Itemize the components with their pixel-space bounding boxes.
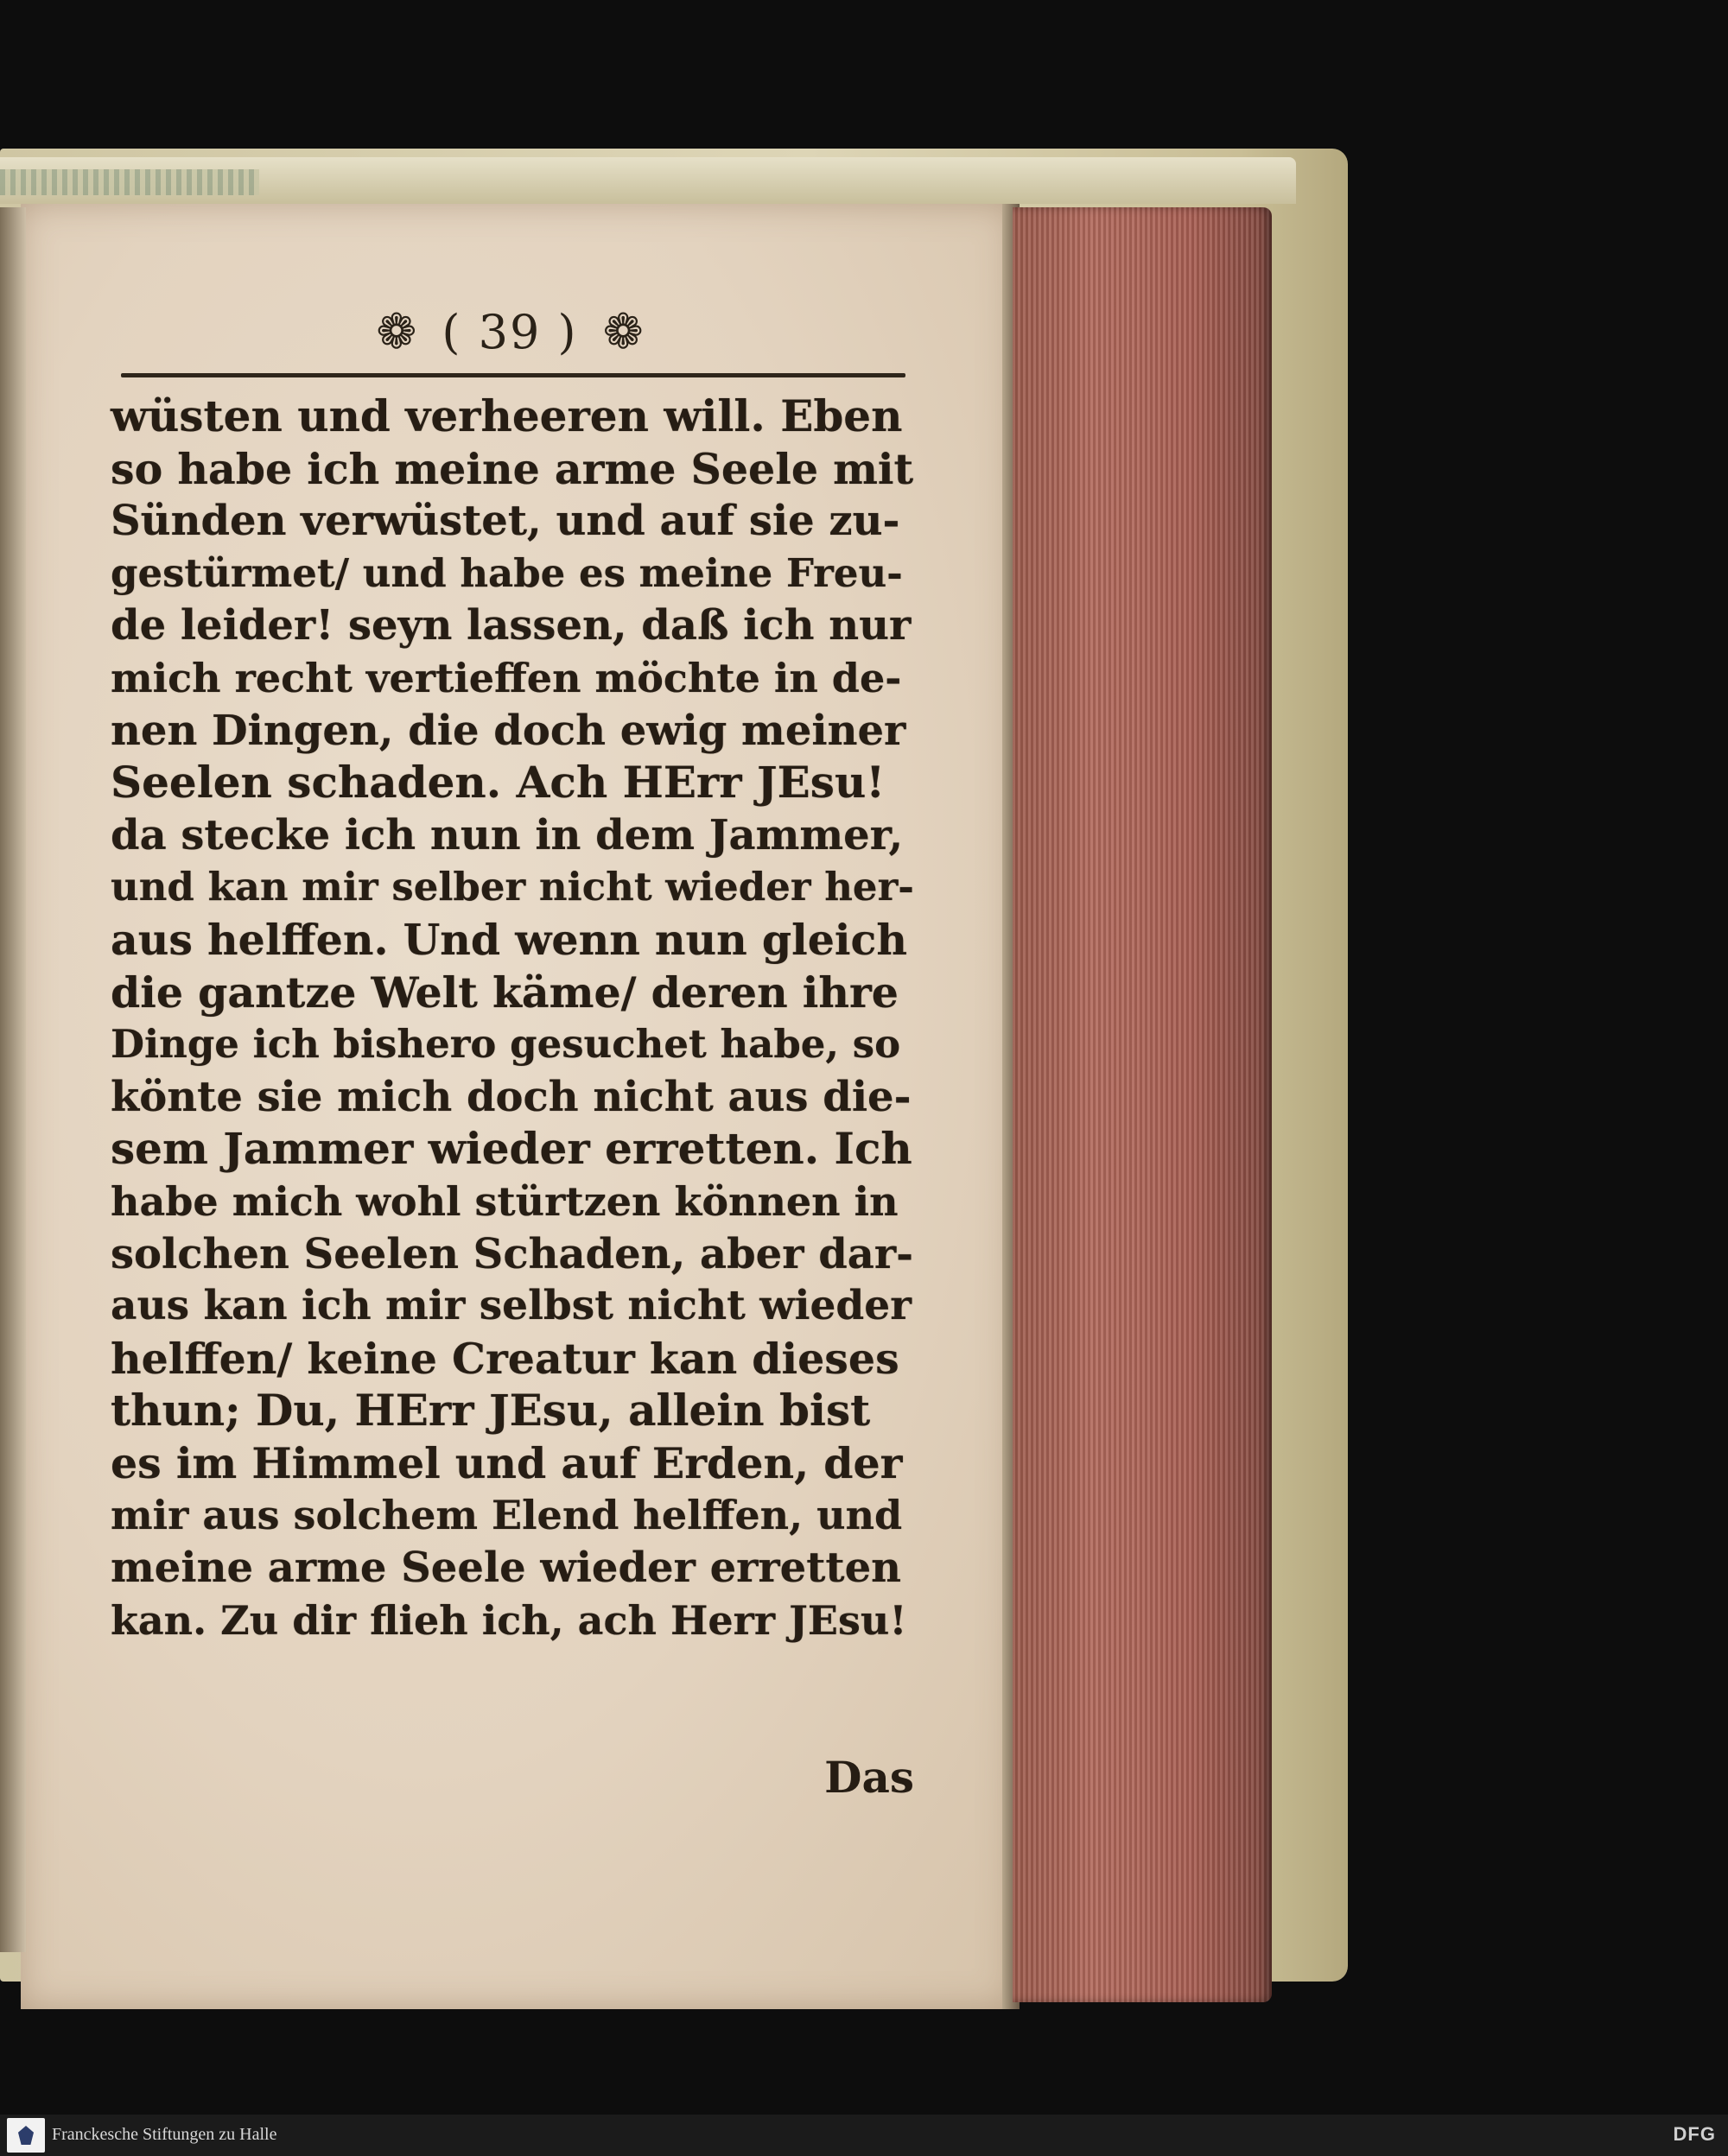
text-line: da stecke ich nun in dem Jammer, — [111, 810, 904, 859]
page-gutter — [0, 207, 26, 1952]
text-line: könte sie mich doch nicht aus die- — [111, 1072, 912, 1121]
catchword: Das — [824, 1752, 914, 1803]
text-line: nen Dingen, die doch ewig meiner — [111, 706, 906, 755]
text-line: so habe ich meine arme Seele mit — [111, 443, 914, 494]
text-line: Dinge ich bishero gesuchet habe, so — [111, 1021, 901, 1068]
text-line: meine arme Seele wieder erretten — [111, 1544, 901, 1593]
text-line: aus helffen. Und wenn nun gleich — [111, 914, 907, 965]
body-text — [111, 390, 914, 1646]
text-line: die gantze Welt käme/ deren ihre — [111, 967, 899, 1018]
text-line: aus kan ich mir selbst nicht wieder — [111, 1282, 912, 1330]
text-line: gestürmet/ und habe es meine Freu- — [111, 549, 903, 596]
text-line: Sünden verwüstet, und auf sie zu- — [111, 497, 900, 546]
page-header — [112, 298, 907, 367]
page-number: ( 39 ) — [442, 305, 578, 359]
text-line: solchen Seelen Schaden, aber dar- — [111, 1229, 914, 1278]
text-line: Seelen schaden. Ach HErr JEsu! — [111, 757, 886, 808]
ornament-right-icon: ❁ — [602, 304, 644, 360]
header-rule — [121, 373, 905, 377]
text-line: habe mich wohl stürtzen können in — [111, 1177, 899, 1225]
red-fore-edge — [1013, 207, 1272, 2002]
dfg-logo: DFG — [1673, 2123, 1716, 2145]
text-line: helffen/ keine Creatur kan dieses — [111, 1333, 899, 1384]
text-line: de leider! seyn lassen, daß ich nur — [111, 601, 912, 650]
text-line: thun; Du, HErr JEsu, allein bist — [111, 1385, 871, 1436]
text-line: kan. Zu dir flieh ich, ach Herr JEsu! — [111, 1596, 907, 1644]
footer-bar — [0, 2115, 1728, 2156]
text-line: mir aus solchem Elend helffen, und — [111, 1492, 903, 1539]
spine-edge — [0, 169, 259, 195]
text-line: es im Himmel und auf Erden, der — [111, 1437, 903, 1488]
ornament-left-icon: ❁ — [376, 304, 417, 360]
text-line: sem Jammer wieder erretten. Ich — [111, 1123, 912, 1175]
text-line: mich recht vertieffen möchte in de- — [111, 654, 902, 701]
institution-logo-icon — [7, 2118, 45, 2153]
text-line: wüsten und verheeren will. Eben — [111, 390, 903, 441]
text-line: und kan mir selber nicht wieder her- — [111, 864, 914, 910]
footer-institution: Franckesche Stiftungen zu Halle — [52, 2125, 277, 2144]
